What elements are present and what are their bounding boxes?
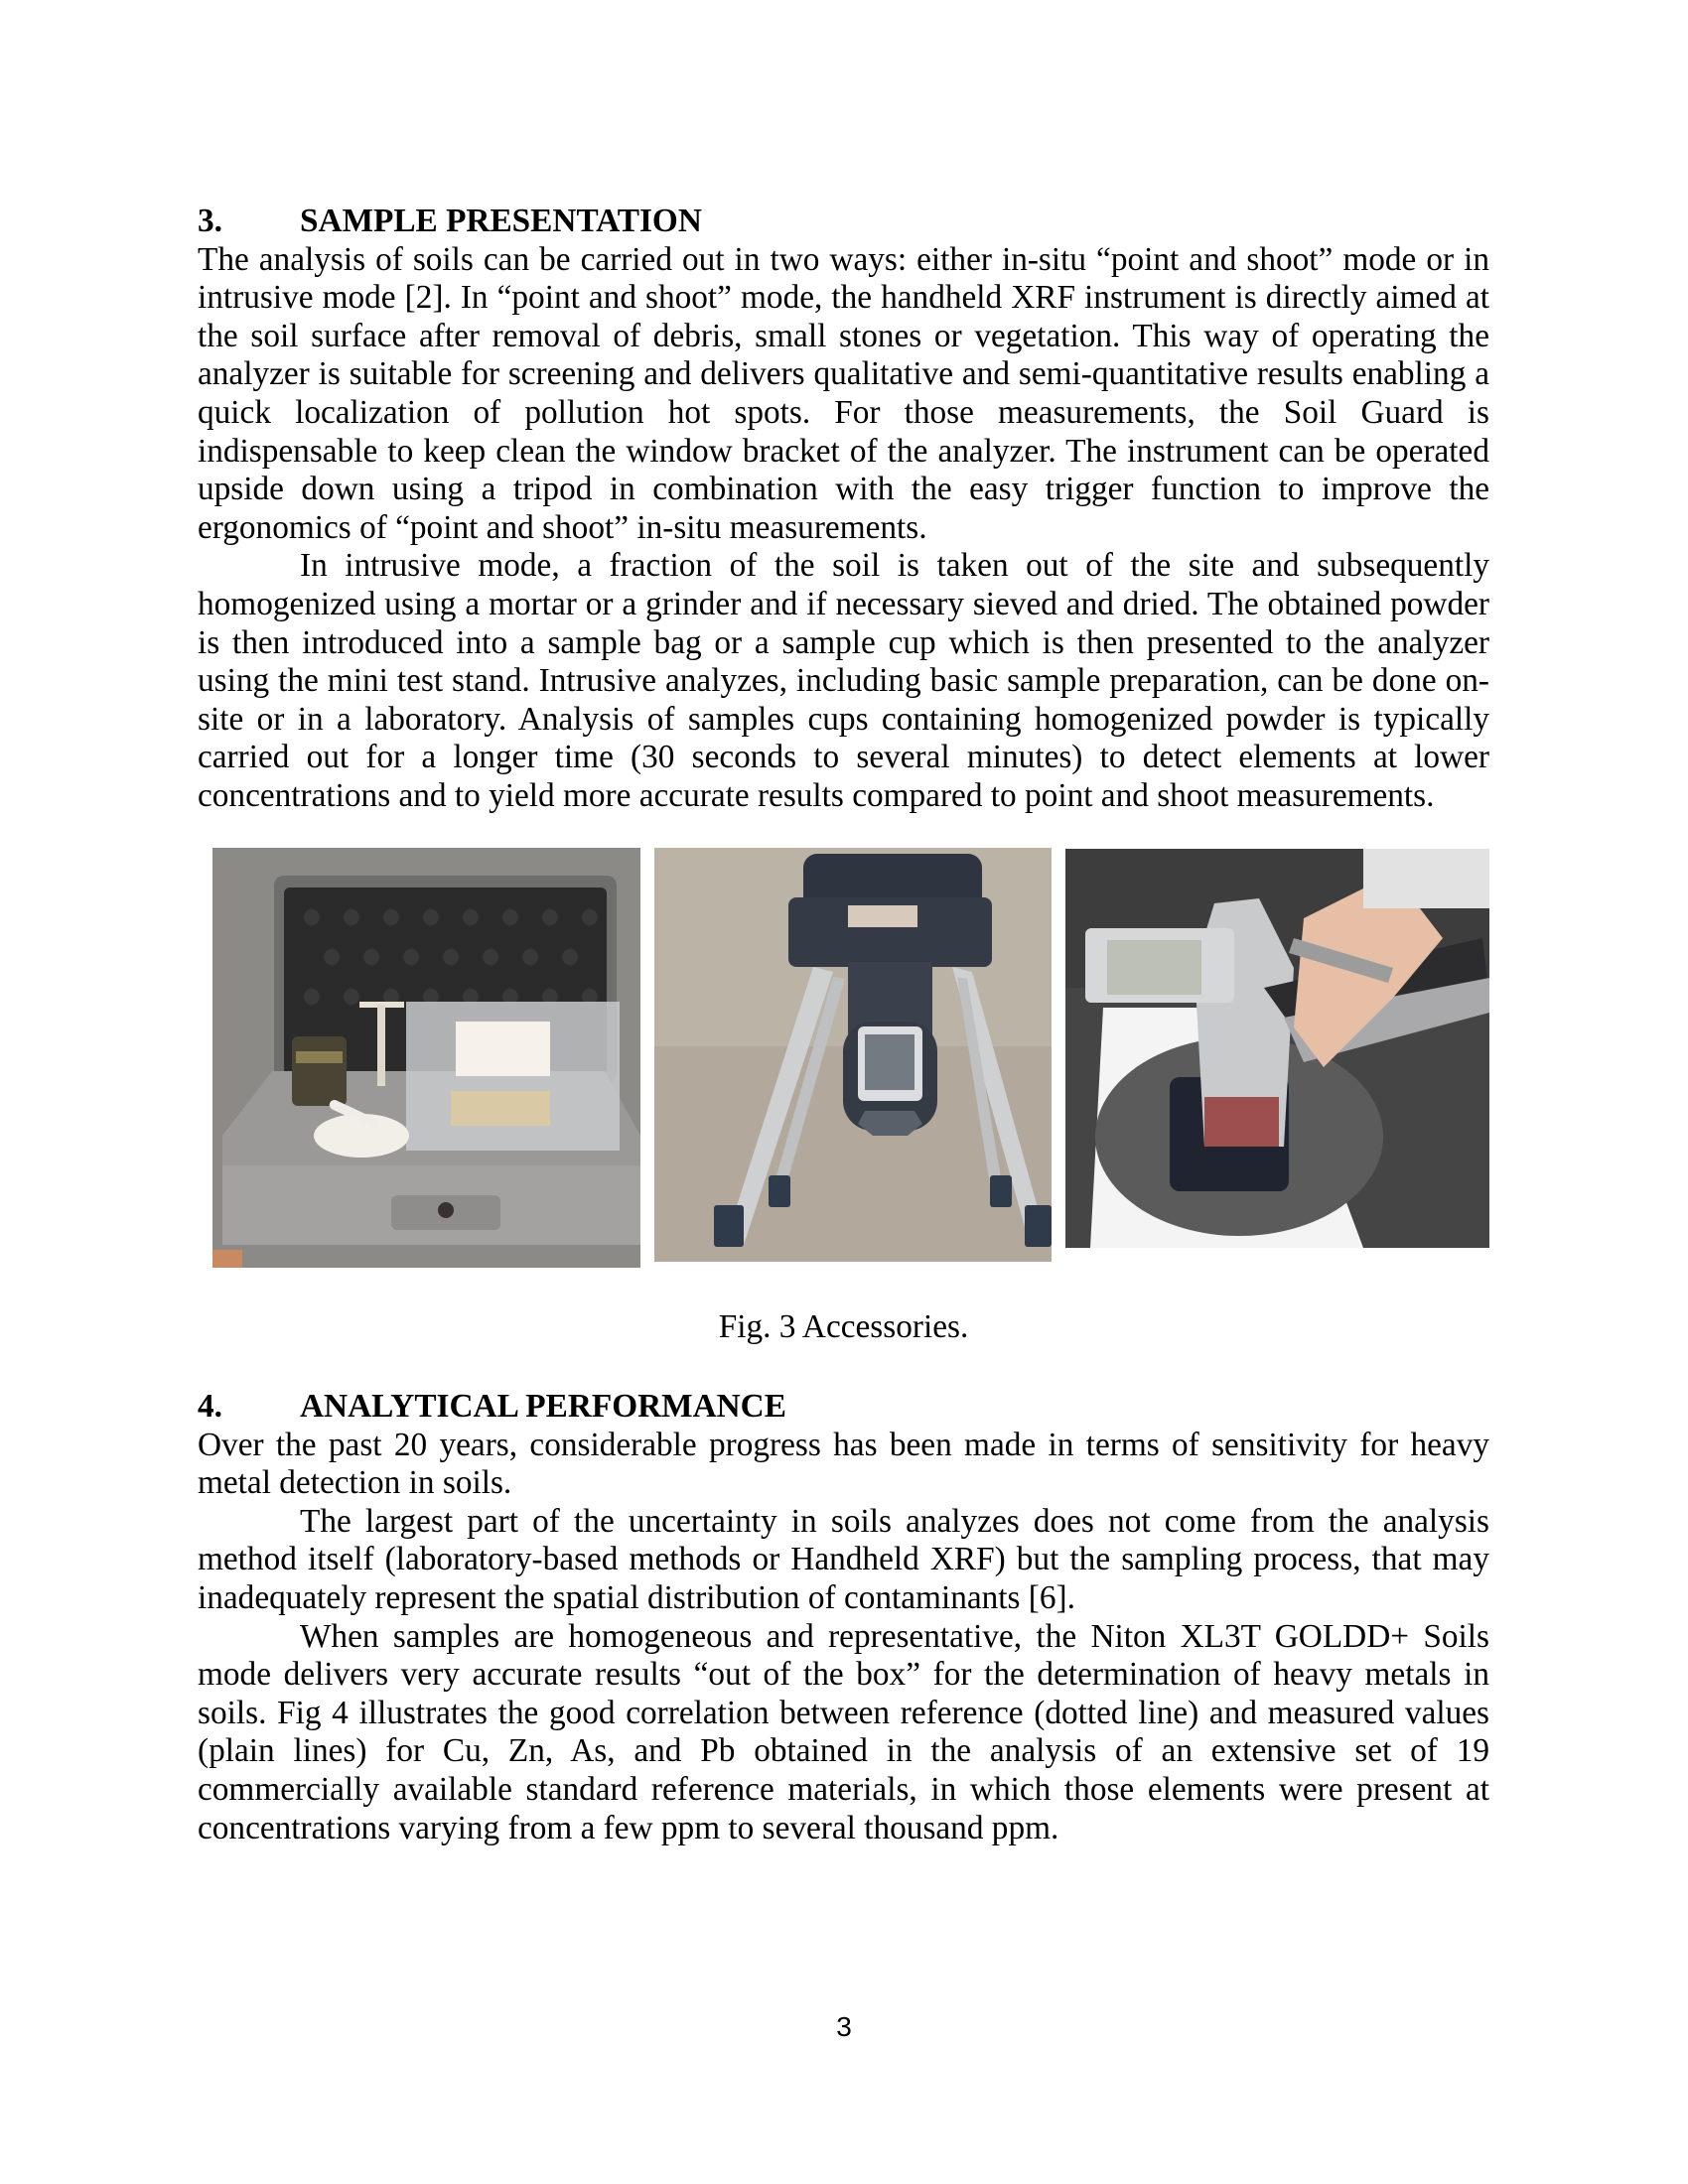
page-number: 3 [836,2011,852,2042]
body-paragraph: In intrusive mode, a fraction of the soil is taken out of the site and subsequently homogenized using a mortar or a grinder and if necessary sieved and dried. The obtained powder is then introduced into a sample bag or a sample cup which is then presented to the analyzer using the mini test stand. Intrusive analyzes, including basic sample preparation, can be done on-site or in a laboratory. Analysis of samples cups containing homogenized powder is typically carried out for a longer time (30 seconds to several minutes) to detect elements at lower concentrations and to yield more accurate results compared to point and shoot measurements. [198,547,1489,814]
section-title: ANALYTICAL PERFORMANCE [300,1388,786,1425]
photo-soil-guard [1065,849,1489,1248]
section-number: 4. [198,1388,222,1425]
section-heading [198,1388,1489,1427]
body-paragraph: The analysis of soils can be carried out in two ways: either in-situ “point and shoot” mode or in intrusive mode [2]. In “point and shoot” mode, the handheld XRF instrument is directly aimed at the soil surface after removal of debris, small stones or vegetation. This way of operating the analyzer is suitable for screening and delivers qualitative and semi-quantitative results enabling a quick localization of pollution hot spots. For those measurements, the Soil Guard is indispensable to keep clean the window bracket of the analyzer. The instrument can be operated upside down using a tripod in combination with the easy trigger function to improve the ergonomics of “point and shoot” in-situ measurements. [198,240,1489,546]
handheld-image-icon [1065,849,1489,1248]
section-3 [198,203,1489,816]
section-title: SAMPLE PRESENTATION [300,203,702,239]
case-image-icon [212,848,640,1268]
section-4 [198,1388,1489,1847]
body-paragraph: Over the past 20 years, considerable progress has been made in terms of sensitivity for heavy metal detection in soils. [198,1426,1489,1502]
photo-tripod-stand [654,848,1052,1262]
body-paragraph: The largest part of the uncertainty in soils analyzes does not come from the analysis method itself (laboratory-based methods or Handheld XRF) but the sampling process, that may inadequately represent the spatial distribution of contaminants [6]. [198,1502,1489,1616]
body-paragraph: When samples are homogeneous and representative, the Niton XL3T GOLDD+ Soils mode delivers very accurate results “out of the box” for the determination of heavy metals in soils. Fig 4 illustrates the good correlation between reference (dotted line) and measured values (plain lines) for Cu, Zn, As, and Pb obtained in the analysis of an extensive set of 19 commercially available standard reference materials, in which those elements were present at concentrations varying from a few ppm to several thousand ppm. [198,1617,1489,1846]
section-heading [198,203,1489,241]
tripod-image-icon [654,848,1052,1262]
figure-caption: Fig. 3 Accessories. [718,1308,969,1345]
photo-accessory-case [212,848,640,1268]
section-number: 3. [198,203,222,239]
